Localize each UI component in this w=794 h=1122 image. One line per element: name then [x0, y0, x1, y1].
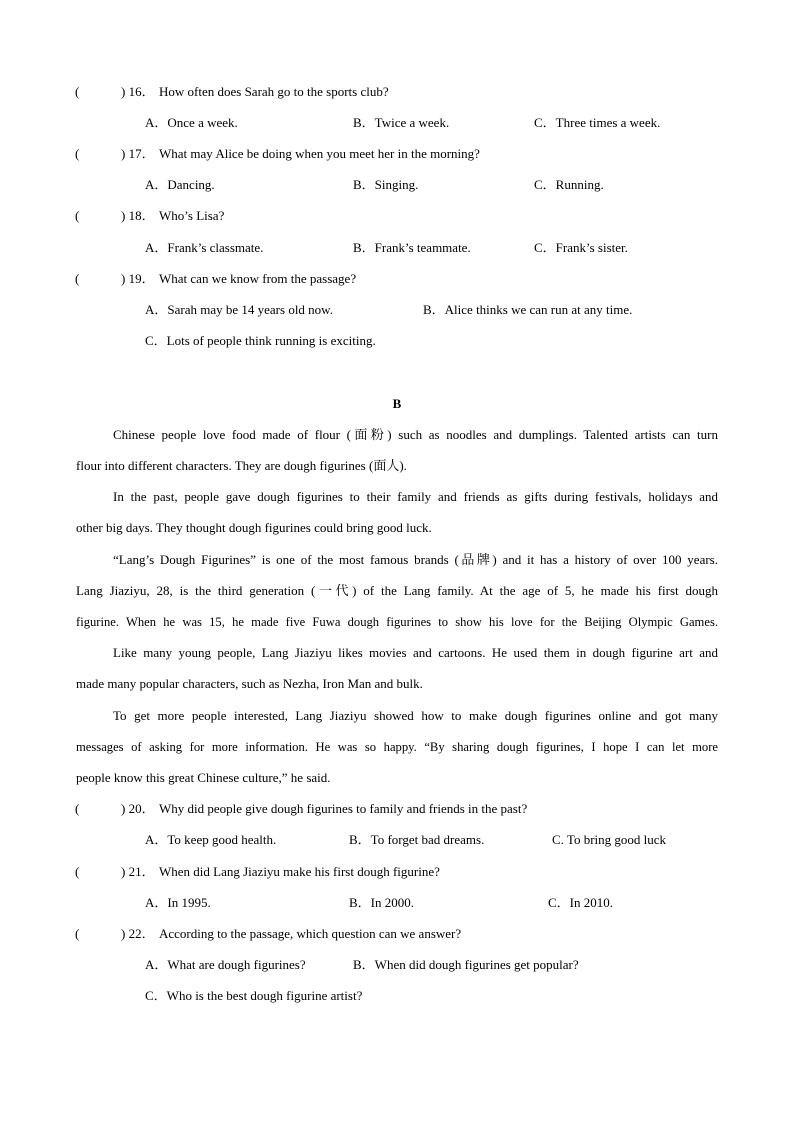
question-text: When did Lang Jiaziyu make his first dough figurine? — [159, 864, 440, 879]
option-b: B．In 2000. — [349, 895, 415, 910]
answer-bracket: ( — [75, 271, 80, 286]
answer-bracket: ( — [75, 208, 80, 223]
option-c: C. To bring good luck — [552, 832, 667, 847]
question-text: What can we know from the passage? — [159, 271, 357, 286]
option-b: B．Alice thinks we can run at any time. — [423, 302, 633, 317]
option-a: A．In 1995. — [145, 895, 211, 910]
option-b: B．To forget bad dreams. — [349, 832, 485, 847]
question-text: How often does Sarah go to the sports club? — [159, 84, 389, 99]
question-text: According to the passage, which question can we answer? — [159, 926, 462, 941]
question-number: ) 20． — [121, 801, 155, 816]
question-text: Why did people give dough figurines to family and friends in the past? — [159, 801, 528, 816]
question-number: ) 18． — [121, 208, 155, 223]
passage-line: Lang Jiaziyu, 28, is the third generation (一代) of the Lang family. At the age of 5, he made his first dough — [76, 583, 718, 598]
section-title: B — [392, 396, 402, 411]
passage-line: To get more people interested, Lang Jiaziyu showed how to make dough figurines online and got many — [113, 708, 718, 723]
answer-bracket: ( — [75, 146, 80, 161]
option-b: B．Frank’s teammate. — [353, 240, 471, 255]
answer-bracket: ( — [75, 801, 80, 816]
question-number: ) 19． — [121, 271, 155, 286]
passage-line: other big days. They thought dough figurines could bring good luck. — [76, 520, 432, 535]
answer-bracket: ( — [75, 926, 80, 941]
passage-line: made many popular characters, such as Nezha, Iron Man and bulk. — [76, 676, 423, 691]
option-c: C．Who is the best dough figurine artist? — [145, 988, 363, 1003]
option-a: A．Once a week. — [145, 115, 238, 130]
passage-line: messages of asking for more information. He was so happy. “By sharing dough figurines, I hope I can let more — [76, 740, 718, 754]
option-a: A．To keep good health. — [145, 832, 277, 847]
option-a: A．Dancing. — [145, 177, 215, 192]
passage-line: Like many young people, Lang Jiaziyu likes movies and cartoons. He used them in dough figurine art and — [113, 645, 718, 660]
question-text: What may Alice be doing when you meet her in the morning? — [159, 146, 480, 161]
passage-line: In the past, people gave dough figurines to their family and friends as gifts during festivals, holidays and — [113, 489, 718, 504]
option-b: B．Singing. — [353, 177, 419, 192]
passage-line: flour into different characters. They are dough figurines (面人). — [76, 458, 407, 473]
option-b: B．When did dough figurines get popular? — [353, 957, 579, 972]
option-a: A．Frank’s classmate. — [145, 240, 264, 255]
question-number: ) 22． — [121, 926, 155, 941]
option-c: C．Three times a week. — [534, 115, 661, 130]
option-c: C．Running. — [534, 177, 604, 192]
option-b: B．Twice a week. — [353, 115, 450, 130]
option-a: A．Sarah may be 14 years old now. — [145, 302, 333, 317]
answer-bracket: ( — [75, 864, 80, 879]
question-text: Who’s Lisa? — [159, 208, 225, 223]
question-number: ) 21． — [121, 864, 155, 879]
answer-bracket: ( — [75, 84, 80, 99]
question-number: ) 17． — [121, 146, 155, 161]
option-c: C．In 2010. — [548, 895, 614, 910]
option-c: C．Lots of people think running is exciting. — [145, 333, 376, 348]
option-c: C．Frank’s sister. — [534, 240, 628, 255]
option-a: A．What are dough figurines? — [145, 957, 306, 972]
passage-line: “Lang’s Dough Figurines” is one of the most famous brands (品牌) and it has a history of over 100 years. — [113, 552, 718, 567]
passage-line: people know this great Chinese culture,” he said. — [76, 770, 331, 785]
passage-line: figurine. When he was 15, he made five Fuwa dough figurines to show his love for the Beijing Olympic Games. — [76, 615, 718, 629]
passage-line: Chinese people love food made of flour (面粉) such as noodles and dumplings. Talented artists can turn — [113, 427, 718, 442]
question-number: ) 16． — [121, 84, 155, 99]
